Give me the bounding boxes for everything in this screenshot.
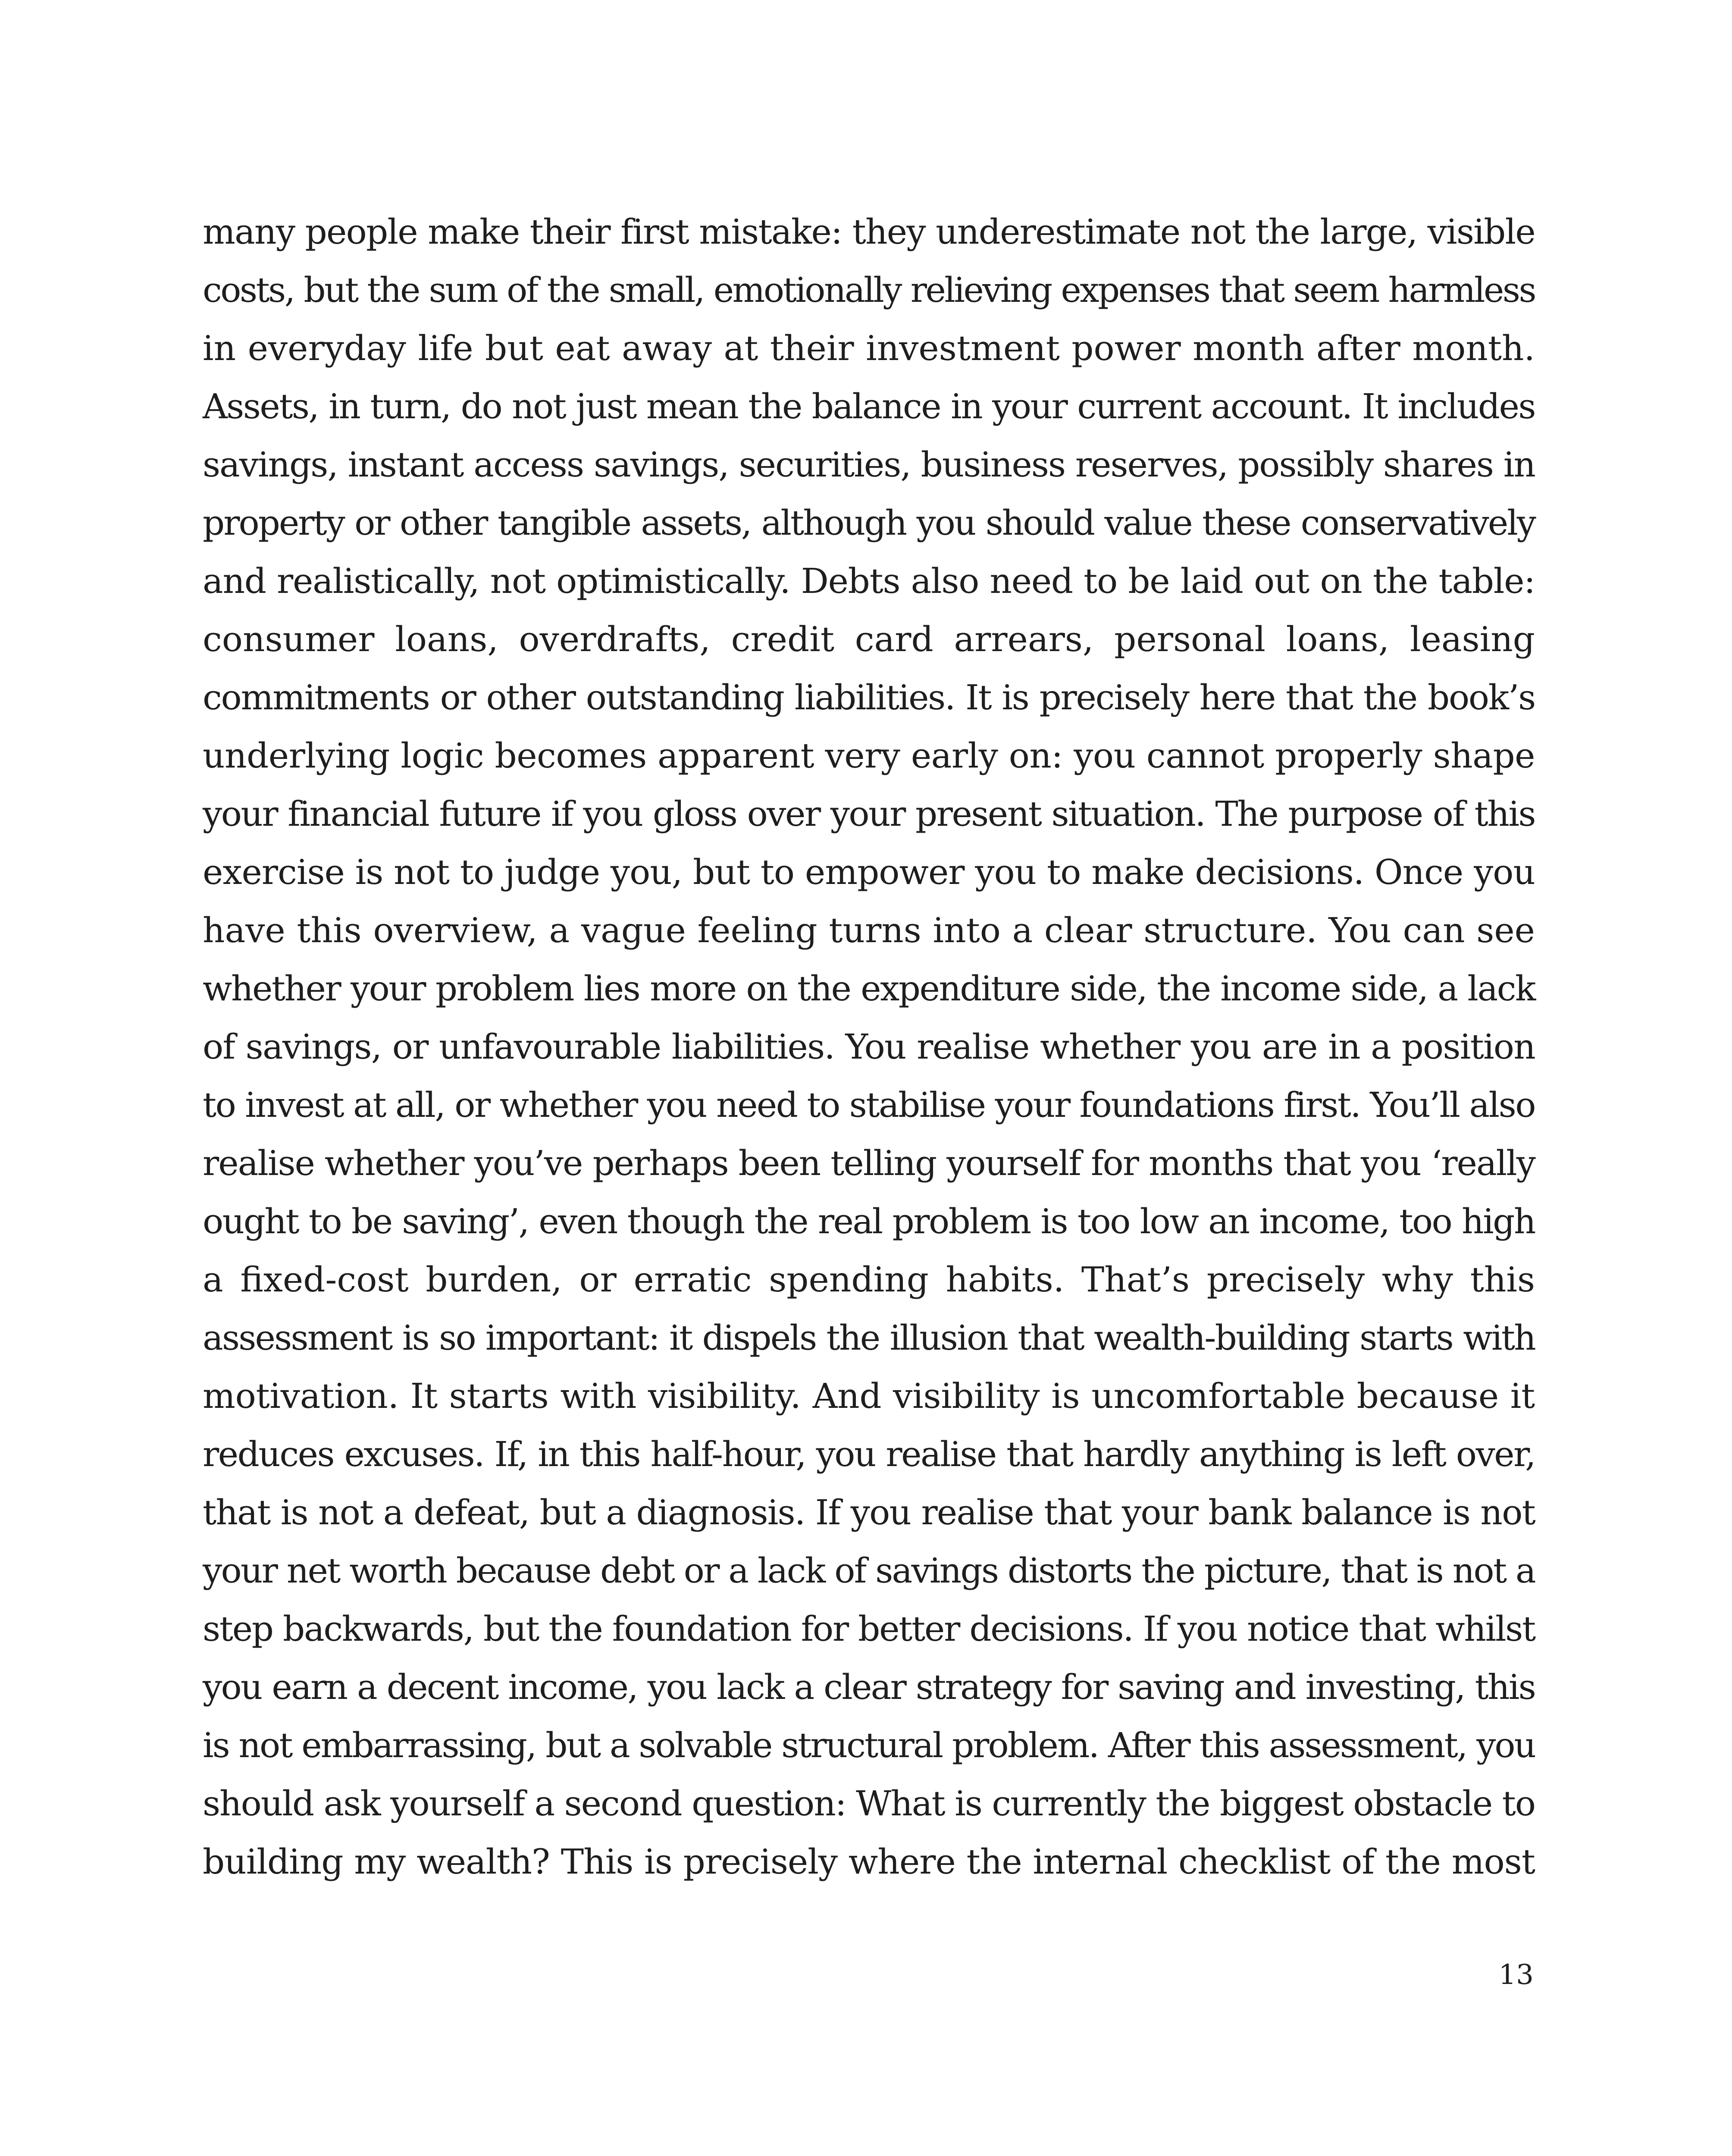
text-line: building my wealth? This is precisely where the internal checklist of the most [203, 1842, 1535, 1882]
text-line: realise whether you’ve perhaps been telling yourself for months that you ‘really [203, 1143, 1535, 1183]
text-line: your financial future if you gloss over your present situation. The purpose of this [203, 794, 1535, 834]
text-line: to invest at all, or whether you need to stabilise your foundations first. You’ll also [203, 1085, 1535, 1125]
text-line: should ask yourself a second question: What is currently the biggest obstacle to [203, 1783, 1535, 1824]
text-line: property or other tangible assets, although you should value these conservatively [203, 503, 1535, 543]
body-paragraph [203, 203, 1535, 1891]
text-line: costs, but the sum of the small, emotionally relieving expenses that seem harmless [203, 270, 1535, 310]
text-line: you earn a decent income, you lack a clear strategy for saving and investing, this [203, 1667, 1535, 1707]
text-line: and realistically, not optimistically. Debts also need to be laid out on the table: [203, 561, 1535, 601]
text-line: in everyday life but eat away at their investment power month after month. [203, 328, 1535, 368]
text-line: many people make their first mistake: they underestimate not the large, visible [203, 212, 1535, 252]
text-line: a fixed-cost burden, or erratic spending habits. That’s precisely why this [203, 1260, 1535, 1300]
text-line: assessment is so important: it dispels the illusion that wealth-building starts with [203, 1318, 1535, 1358]
text-line: have this overview, a vague feeling turns into a clear structure. You can see [203, 910, 1535, 950]
text-line: commitments or other outstanding liabilities. It is precisely here that the book’s [203, 677, 1535, 718]
text-line: exercise is not to judge you, but to empower you to make decisions. Once you [203, 852, 1535, 892]
text-line: Assets, in turn, do not just mean the balance in your current account. It includes [203, 386, 1535, 426]
text-line: step backwards, but the foundation for better decisions. If you notice that whilst [203, 1609, 1535, 1649]
text-line: underlying logic becomes apparent very early on: you cannot properly shape [203, 736, 1535, 776]
text-line: savings, instant access savings, securities, business reserves, possibly shares in [203, 445, 1535, 485]
text-line: that is not a defeat, but a diagnosis. If you realise that your bank balance is not [203, 1492, 1535, 1532]
text-line: is not embarrassing, but a solvable structural problem. After this assessment, you [203, 1725, 1535, 1765]
text-line: consumer loans, overdrafts, credit card arrears, personal loans, leasing [203, 619, 1535, 659]
text-line: of savings, or unfavourable liabilities. You realise whether you are in a position [203, 1027, 1535, 1067]
text-line: whether your problem lies more on the expenditure side, the income side, a lack [203, 968, 1535, 1009]
text-line: your net worth because debt or a lack of savings distorts the picture, that is not a [203, 1551, 1535, 1591]
text-line: reduces excuses. If, in this half-hour, you realise that hardly anything is left over, [203, 1434, 1535, 1474]
text-line: motivation. It starts with visibility. And visibility is uncomfortable because it [203, 1376, 1535, 1416]
text-line: ought to be saving’, even though the real problem is too low an income, too high [203, 1201, 1535, 1241]
page-number: 13 [1498, 1959, 1534, 1991]
